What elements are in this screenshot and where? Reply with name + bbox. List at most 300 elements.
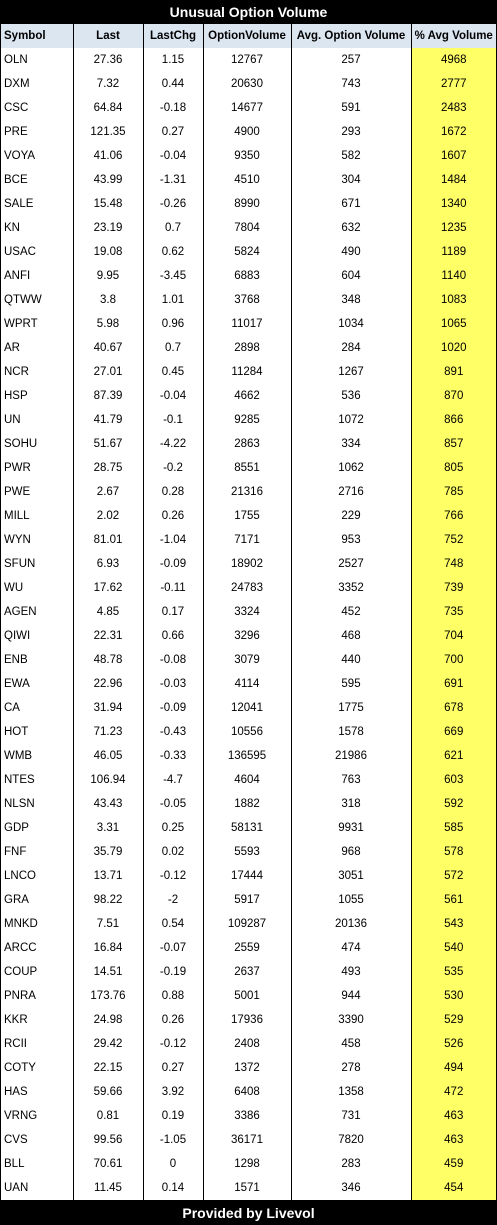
last-cell: 43.43 <box>73 792 143 816</box>
pct-avg-volume-cell: 1020 <box>411 336 496 360</box>
table-row <box>1 936 496 960</box>
lastchg-cell: -0.2 <box>143 456 203 480</box>
pct-avg-volume-cell: 454 <box>411 1176 496 1200</box>
symbol-cell: PNRA <box>1 984 73 1008</box>
option-volume-cell: 12767 <box>203 48 291 72</box>
table-row <box>1 984 496 1008</box>
avg-option-volume-cell: 743 <box>291 72 411 96</box>
last-cell: 2.67 <box>73 480 143 504</box>
symbol-cell: USAC <box>1 240 73 264</box>
pct-avg-volume-cell: 1340 <box>411 192 496 216</box>
lastchg-cell: -0.08 <box>143 648 203 672</box>
last-cell: 24.98 <box>73 1008 143 1032</box>
avg-option-volume-cell: 229 <box>291 504 411 528</box>
avg-option-volume-cell: 474 <box>291 936 411 960</box>
table-row <box>1 288 496 312</box>
last-cell: 7.51 <box>73 912 143 936</box>
symbol-cell: PRE <box>1 120 73 144</box>
pct-avg-volume-cell: 543 <box>411 912 496 936</box>
avg-option-volume-cell: 3352 <box>291 576 411 600</box>
avg-option-volume-cell: 604 <box>291 264 411 288</box>
symbol-cell: UN <box>1 408 73 432</box>
symbol-cell: HAS <box>1 1080 73 1104</box>
option-volume-cell: 21316 <box>203 480 291 504</box>
symbol-cell: EWA <box>1 672 73 696</box>
option-volume-cell: 3324 <box>203 600 291 624</box>
lastchg-cell: 0.17 <box>143 600 203 624</box>
avg-option-volume-cell: 1072 <box>291 408 411 432</box>
symbol-cell: PWR <box>1 456 73 480</box>
lastchg-cell: -1.31 <box>143 168 203 192</box>
last-cell: 23.19 <box>73 216 143 240</box>
option-volume-cell: 58131 <box>203 816 291 840</box>
option-volume-cell: 9350 <box>203 144 291 168</box>
avg-option-volume-cell: 293 <box>291 120 411 144</box>
pct-avg-volume-cell: 530 <box>411 984 496 1008</box>
table-row <box>1 480 496 504</box>
last-cell: 31.94 <box>73 696 143 720</box>
last-cell: 22.31 <box>73 624 143 648</box>
last-cell: 7.32 <box>73 72 143 96</box>
last-cell: 48.78 <box>73 648 143 672</box>
avg-option-volume-cell: 452 <box>291 600 411 624</box>
lastchg-cell: -0.12 <box>143 864 203 888</box>
avg-option-volume-cell: 440 <box>291 648 411 672</box>
symbol-cell: KN <box>1 216 73 240</box>
last-cell: 106.94 <box>73 768 143 792</box>
pct-avg-volume-cell: 1189 <box>411 240 496 264</box>
symbol-cell: SOHU <box>1 432 73 456</box>
pct-avg-volume-cell: 766 <box>411 504 496 528</box>
table-row <box>1 432 496 456</box>
pct-avg-volume-cell: 785 <box>411 480 496 504</box>
pct-avg-volume-cell: 459 <box>411 1152 496 1176</box>
table-row <box>1 192 496 216</box>
last-cell: 17.62 <box>73 576 143 600</box>
symbol-cell: BCE <box>1 168 73 192</box>
symbol-cell: WU <box>1 576 73 600</box>
avg-option-volume-cell: 284 <box>291 336 411 360</box>
symbol-cell: CVS <box>1 1128 73 1152</box>
option-volume-cell: 1571 <box>203 1176 291 1200</box>
pct-avg-volume-cell: 578 <box>411 840 496 864</box>
avg-option-volume-cell: 304 <box>291 168 411 192</box>
option-volume-cell: 10556 <box>203 720 291 744</box>
pct-avg-volume-cell: 540 <box>411 936 496 960</box>
report-title: Unusual Option Volume <box>0 0 497 24</box>
last-cell: 59.66 <box>73 1080 143 1104</box>
symbol-cell: WMB <box>1 744 73 768</box>
table-row <box>1 744 496 768</box>
lastchg-cell: 1.15 <box>143 48 203 72</box>
avg-option-volume-cell: 1358 <box>291 1080 411 1104</box>
table-row <box>1 384 496 408</box>
last-cell: 4.85 <box>73 600 143 624</box>
table-row <box>1 840 496 864</box>
lastchg-cell: -0.04 <box>143 144 203 168</box>
last-cell: 43.99 <box>73 168 143 192</box>
option-volume-cell: 1372 <box>203 1056 291 1080</box>
option-volume-cell: 6408 <box>203 1080 291 1104</box>
symbol-cell: ENB <box>1 648 73 672</box>
last-cell: 9.95 <box>73 264 143 288</box>
avg-option-volume-cell: 318 <box>291 792 411 816</box>
pct-avg-volume-cell: 1484 <box>411 168 496 192</box>
symbol-cell: NTES <box>1 768 73 792</box>
avg-option-volume-cell: 493 <box>291 960 411 984</box>
avg-option-volume-cell: 1775 <box>291 696 411 720</box>
last-cell: 81.01 <box>73 528 143 552</box>
lastchg-cell: -0.07 <box>143 936 203 960</box>
table-row <box>1 96 496 120</box>
lastchg-cell: 0 <box>143 1152 203 1176</box>
last-cell: 22.15 <box>73 1056 143 1080</box>
lastchg-cell: 0.44 <box>143 72 203 96</box>
option-volume-cell: 136595 <box>203 744 291 768</box>
table-row <box>1 792 496 816</box>
option-volume-cell: 2898 <box>203 336 291 360</box>
pct-avg-volume-cell: 891 <box>411 360 496 384</box>
lastchg-cell: -0.09 <box>143 552 203 576</box>
option-volume-cell: 5824 <box>203 240 291 264</box>
option-volume-cell: 24783 <box>203 576 291 600</box>
symbol-cell: QIWI <box>1 624 73 648</box>
avg-option-volume-cell: 490 <box>291 240 411 264</box>
pct-avg-volume-cell: 561 <box>411 888 496 912</box>
symbol-cell: GDP <box>1 816 73 840</box>
table-row <box>1 408 496 432</box>
last-cell: 27.36 <box>73 48 143 72</box>
pct-avg-volume-cell: 691 <box>411 672 496 696</box>
option-volume-cell: 8551 <box>203 456 291 480</box>
pct-avg-volume-cell: 870 <box>411 384 496 408</box>
pct-avg-volume-cell: 2483 <box>411 96 496 120</box>
lastchg-cell: 3.92 <box>143 1080 203 1104</box>
table-row <box>1 168 496 192</box>
pct-avg-volume-cell: 603 <box>411 768 496 792</box>
table-row <box>1 648 496 672</box>
table-row <box>1 768 496 792</box>
report-footer: Provided by Livevol <box>0 1201 497 1225</box>
last-cell: 41.79 <box>73 408 143 432</box>
option-volume-cell: 3079 <box>203 648 291 672</box>
symbol-cell: DXM <box>1 72 73 96</box>
table-row <box>1 1128 496 1152</box>
pct-avg-volume-cell: 752 <box>411 528 496 552</box>
option-volume-cell: 14677 <box>203 96 291 120</box>
last-cell: 51.67 <box>73 432 143 456</box>
lastchg-cell: -0.1 <box>143 408 203 432</box>
avg-option-volume-cell: 595 <box>291 672 411 696</box>
avg-option-volume-cell: 1267 <box>291 360 411 384</box>
last-cell: 2.02 <box>73 504 143 528</box>
avg-option-volume-cell: 1055 <box>291 888 411 912</box>
lastchg-cell: -0.33 <box>143 744 203 768</box>
option-volume-table <box>1 24 496 1200</box>
table-row <box>1 1104 496 1128</box>
table-row <box>1 888 496 912</box>
option-volume-cell: 5593 <box>203 840 291 864</box>
symbol-cell: COTY <box>1 1056 73 1080</box>
avg-option-volume-cell: 731 <box>291 1104 411 1128</box>
option-volume-cell: 109287 <box>203 912 291 936</box>
table-row <box>1 504 496 528</box>
symbol-cell: NCR <box>1 360 73 384</box>
symbol-cell: HSP <box>1 384 73 408</box>
symbol-cell: QTWW <box>1 288 73 312</box>
table-row <box>1 240 496 264</box>
symbol-cell: KKR <box>1 1008 73 1032</box>
option-volume-cell: 4510 <box>203 168 291 192</box>
lastchg-cell: 0.26 <box>143 504 203 528</box>
last-cell: 40.67 <box>73 336 143 360</box>
avg-option-volume-cell: 671 <box>291 192 411 216</box>
option-volume-cell: 17936 <box>203 1008 291 1032</box>
avg-option-volume-cell: 2716 <box>291 480 411 504</box>
symbol-cell: ANFI <box>1 264 73 288</box>
lastchg-cell: 0.19 <box>143 1104 203 1128</box>
table-row <box>1 696 496 720</box>
symbol-cell: MILL <box>1 504 73 528</box>
option-volume-cell: 3768 <box>203 288 291 312</box>
avg-option-volume-cell: 257 <box>291 48 411 72</box>
lastchg-cell: 0.66 <box>143 624 203 648</box>
lastchg-cell: 1.01 <box>143 288 203 312</box>
option-volume-cell: 3296 <box>203 624 291 648</box>
table-row <box>1 1056 496 1080</box>
table-row <box>1 816 496 840</box>
table-row <box>1 912 496 936</box>
avg-option-volume-cell: 9931 <box>291 816 411 840</box>
last-cell: 35.79 <box>73 840 143 864</box>
last-cell: 41.06 <box>73 144 143 168</box>
table-row <box>1 864 496 888</box>
pct-avg-volume-cell: 1235 <box>411 216 496 240</box>
avg-option-volume-cell: 3390 <box>291 1008 411 1032</box>
column-header-last: Last <box>73 24 143 48</box>
avg-option-volume-cell: 582 <box>291 144 411 168</box>
table-row <box>1 456 496 480</box>
avg-option-volume-cell: 1062 <box>291 456 411 480</box>
avg-option-volume-cell: 278 <box>291 1056 411 1080</box>
lastchg-cell: -0.05 <box>143 792 203 816</box>
lastchg-cell: 0.7 <box>143 336 203 360</box>
option-volume-cell: 9285 <box>203 408 291 432</box>
lastchg-cell: 0.54 <box>143 912 203 936</box>
symbol-cell: HOT <box>1 720 73 744</box>
last-cell: 99.56 <box>73 1128 143 1152</box>
lastchg-cell: 0.27 <box>143 1056 203 1080</box>
avg-option-volume-cell: 346 <box>291 1176 411 1200</box>
avg-option-volume-cell: 458 <box>291 1032 411 1056</box>
symbol-cell: PWE <box>1 480 73 504</box>
option-volume-cell: 4114 <box>203 672 291 696</box>
option-volume-cell: 1298 <box>203 1152 291 1176</box>
table-row <box>1 720 496 744</box>
table-row <box>1 624 496 648</box>
last-cell: 98.22 <box>73 888 143 912</box>
pct-avg-volume-cell: 866 <box>411 408 496 432</box>
column-header-symbol: Symbol <box>1 24 73 48</box>
last-cell: 19.08 <box>73 240 143 264</box>
lastchg-cell: -0.43 <box>143 720 203 744</box>
lastchg-cell: 0.25 <box>143 816 203 840</box>
last-cell: 3.31 <box>73 816 143 840</box>
option-volume-cell: 8990 <box>203 192 291 216</box>
lastchg-cell: 0.28 <box>143 480 203 504</box>
symbol-cell: FNF <box>1 840 73 864</box>
table-row <box>1 1080 496 1104</box>
pct-avg-volume-cell: 2777 <box>411 72 496 96</box>
symbol-cell: CSC <box>1 96 73 120</box>
table-row <box>1 48 496 72</box>
lastchg-cell: -0.04 <box>143 384 203 408</box>
avg-option-volume-cell: 7820 <box>291 1128 411 1152</box>
table-row <box>1 336 496 360</box>
lastchg-cell: -0.18 <box>143 96 203 120</box>
table-row <box>1 312 496 336</box>
lastchg-cell: -0.26 <box>143 192 203 216</box>
pct-avg-volume-cell: 704 <box>411 624 496 648</box>
lastchg-cell: -0.19 <box>143 960 203 984</box>
symbol-cell: WYN <box>1 528 73 552</box>
pct-avg-volume-cell: 678 <box>411 696 496 720</box>
lastchg-cell: -0.09 <box>143 696 203 720</box>
pct-avg-volume-cell: 535 <box>411 960 496 984</box>
last-cell: 11.45 <box>73 1176 143 1200</box>
column-header-lastchg: LastChg <box>143 24 203 48</box>
table-row <box>1 1008 496 1032</box>
pct-avg-volume-cell: 700 <box>411 648 496 672</box>
option-volume-cell: 17444 <box>203 864 291 888</box>
table-row <box>1 72 496 96</box>
pct-avg-volume-cell: 4968 <box>411 48 496 72</box>
column-header-pct-avg-volume: % Avg Volume <box>414 30 493 42</box>
table-row <box>1 216 496 240</box>
option-volume-cell: 4604 <box>203 768 291 792</box>
avg-option-volume-cell: 1034 <box>291 312 411 336</box>
symbol-cell: WPRT <box>1 312 73 336</box>
symbol-cell: SALE <box>1 192 73 216</box>
avg-option-volume-cell: 334 <box>291 432 411 456</box>
pct-avg-volume-cell: 529 <box>411 1008 496 1032</box>
symbol-cell: LNCO <box>1 864 73 888</box>
option-volume-cell: 11017 <box>203 312 291 336</box>
last-cell: 46.05 <box>73 744 143 768</box>
lastchg-cell: 0.7 <box>143 216 203 240</box>
symbol-cell: ARCC <box>1 936 73 960</box>
last-cell: 16.84 <box>73 936 143 960</box>
option-volume-cell: 6883 <box>203 264 291 288</box>
last-cell: 173.76 <box>73 984 143 1008</box>
lastchg-cell: 0.88 <box>143 984 203 1008</box>
lastchg-cell: 0.45 <box>143 360 203 384</box>
option-volume-cell: 2637 <box>203 960 291 984</box>
lastchg-cell: 0.02 <box>143 840 203 864</box>
option-volume-cell: 36171 <box>203 1128 291 1152</box>
table-row <box>1 960 496 984</box>
option-volume-cell: 20630 <box>203 72 291 96</box>
table-row <box>1 672 496 696</box>
lastchg-cell: -2 <box>143 888 203 912</box>
symbol-cell: AR <box>1 336 73 360</box>
symbol-cell: RCII <box>1 1032 73 1056</box>
last-cell: 5.98 <box>73 312 143 336</box>
table-row <box>1 1176 496 1200</box>
column-header-avg-option-volume: Avg. Option Volume <box>291 24 411 48</box>
last-cell: 6.93 <box>73 552 143 576</box>
lastchg-cell: -3.45 <box>143 264 203 288</box>
symbol-cell: BLL <box>1 1152 73 1176</box>
symbol-cell: NLSN <box>1 792 73 816</box>
last-cell: 15.48 <box>73 192 143 216</box>
avg-option-volume-cell: 944 <box>291 984 411 1008</box>
pct-avg-volume-cell: 472 <box>411 1080 496 1104</box>
option-volume-cell: 4900 <box>203 120 291 144</box>
last-cell: 14.51 <box>73 960 143 984</box>
avg-option-volume-cell: 591 <box>291 96 411 120</box>
table-row <box>1 120 496 144</box>
table-row <box>1 144 496 168</box>
avg-option-volume-cell: 632 <box>291 216 411 240</box>
lastchg-cell: 0.26 <box>143 1008 203 1032</box>
symbol-cell: GRA <box>1 888 73 912</box>
table-header-row <box>1 24 496 48</box>
lastchg-cell: -4.7 <box>143 768 203 792</box>
last-cell: 64.84 <box>73 96 143 120</box>
pct-avg-volume-cell: 669 <box>411 720 496 744</box>
pct-avg-volume-cell: 1607 <box>411 144 496 168</box>
pct-avg-volume-cell: 463 <box>411 1104 496 1128</box>
avg-option-volume-cell: 1578 <box>291 720 411 744</box>
avg-option-volume-cell: 348 <box>291 288 411 312</box>
symbol-cell: VRNG <box>1 1104 73 1128</box>
table-row <box>1 360 496 384</box>
avg-option-volume-cell: 468 <box>291 624 411 648</box>
symbol-cell: SFUN <box>1 552 73 576</box>
table-row <box>1 1152 496 1176</box>
option-volume-cell: 1755 <box>203 504 291 528</box>
avg-option-volume-cell: 2527 <box>291 552 411 576</box>
lastchg-cell: -1.05 <box>143 1128 203 1152</box>
last-cell: 3.8 <box>73 288 143 312</box>
table-row <box>1 528 496 552</box>
avg-option-volume-cell: 763 <box>291 768 411 792</box>
avg-option-volume-cell: 536 <box>291 384 411 408</box>
lastchg-cell: -0.11 <box>143 576 203 600</box>
table-row <box>1 576 496 600</box>
table-body <box>1 48 496 1200</box>
pct-avg-volume-cell: 748 <box>411 552 496 576</box>
option-volume-cell: 2408 <box>203 1032 291 1056</box>
lastchg-cell: -1.04 <box>143 528 203 552</box>
option-volume-cell: 2863 <box>203 432 291 456</box>
table-row <box>1 600 496 624</box>
lastchg-cell: 0.27 <box>143 120 203 144</box>
last-cell: 121.35 <box>73 120 143 144</box>
table-row <box>1 1032 496 1056</box>
pct-avg-volume-cell: 526 <box>411 1032 496 1056</box>
symbol-cell: CA <box>1 696 73 720</box>
pct-avg-volume-cell: 1065 <box>411 312 496 336</box>
symbol-cell: AGEN <box>1 600 73 624</box>
pct-avg-volume-cell: 572 <box>411 864 496 888</box>
last-cell: 28.75 <box>73 456 143 480</box>
last-cell: 13.71 <box>73 864 143 888</box>
lastchg-cell: -0.12 <box>143 1032 203 1056</box>
pct-avg-volume-cell: 805 <box>411 456 496 480</box>
avg-option-volume-cell: 20136 <box>291 912 411 936</box>
